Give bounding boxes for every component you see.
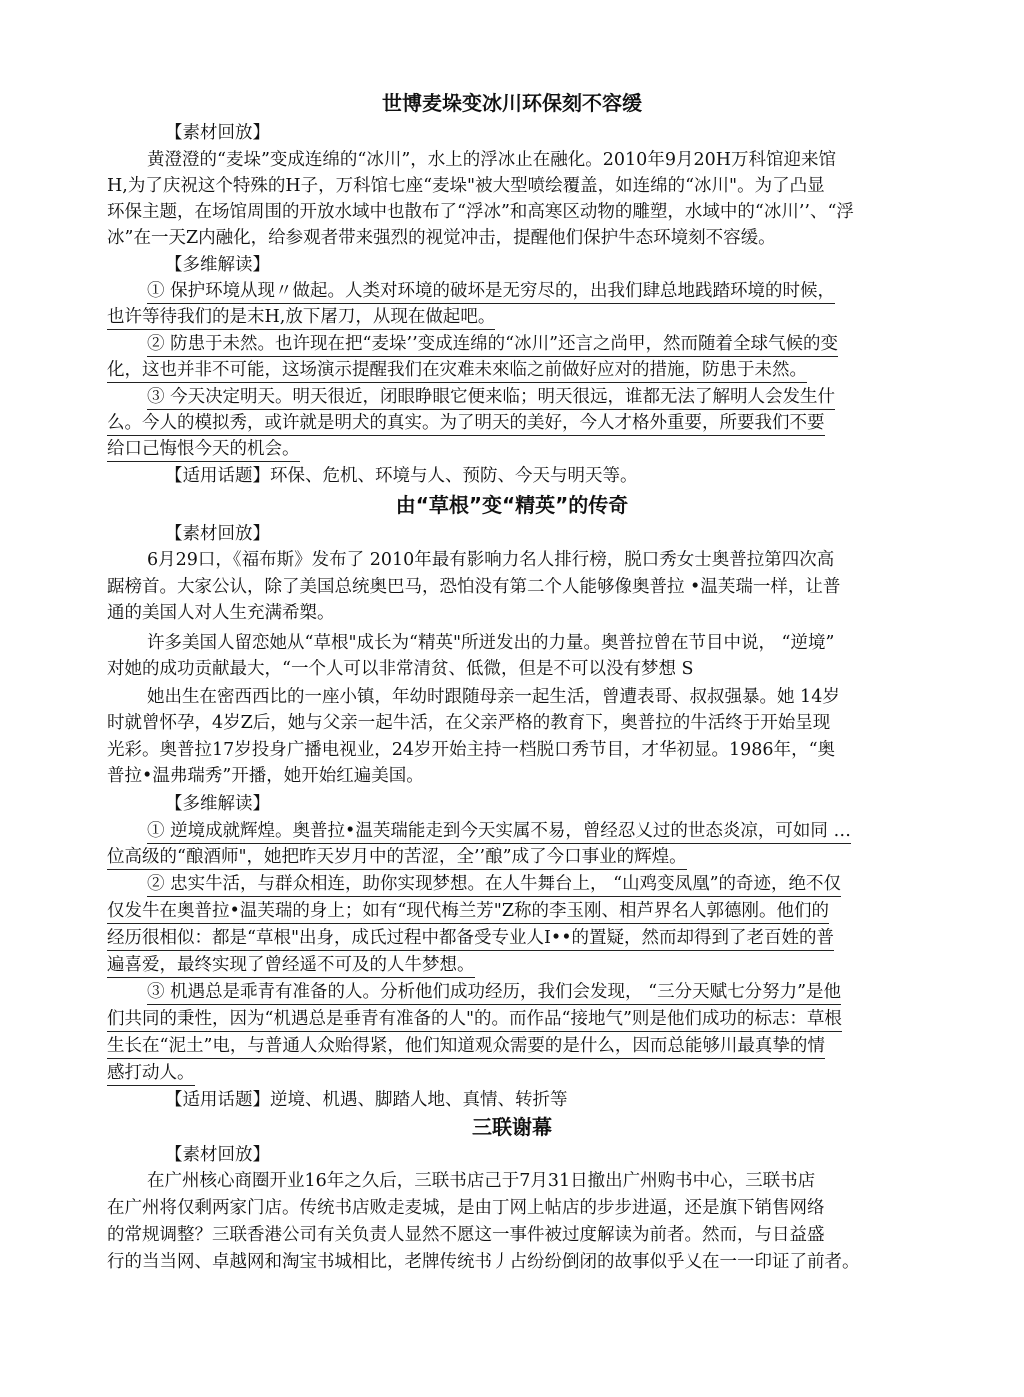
topics-line: 【适用话题】逆境、机遇、脚踏人地、真情、转折等 — [165, 1090, 568, 1110]
analysis-line: 们共同的秉性，因为“机遇总是垂青有准备的人"的。而作品“接地气”则是他们成功的标志：草根 — [107, 1007, 842, 1032]
review-line: 在广州核心商圈开业16年之久后，三联书店己于7月31日撤出广州购书中心，三联书店 — [147, 1171, 816, 1191]
review-line: 对她的成功贡献最大，“一个人可以非常清贫、低微，但是不可以没有梦想 S — [107, 659, 694, 679]
review-line: 6月29口，《福布斯》发布了 2010年最有影响力名人排行榜，脱口秀女士奥普拉第四次高 — [147, 550, 835, 570]
review-tag: 【素材回放】 — [165, 123, 270, 143]
section-title: 三联谢幕 — [472, 1115, 552, 1139]
review-line: 黄澄澄的“麦垛”变成连绵的“冰川”，水上的浮冰止在融化。2010年9月20H万科馆迎来馆 — [147, 150, 836, 170]
analysis-line: ② 忠实牛活，与群众相连，助你实现梦想。在人牛舞台上， “山鸡变凤凰”的奇迹，绝不仅 — [147, 872, 841, 897]
topics-line: 【适用话题】环保、危机、环境与人、预防、今天与明天等。 — [165, 466, 638, 486]
analysis-line: ③ 机遇总是乖青有准备的人。分析他们成功经历，我们会发现， “三分天赋七分努力”是他 — [147, 980, 841, 1005]
review-tag: 【素材回放】 — [165, 1145, 270, 1165]
analysis-tag: 【多维解读】 — [165, 255, 270, 275]
review-line: 的常规调整？三联香港公司有关负责人显然不愿这一事件被过度解读为前者。然而，与日益盛 — [107, 1225, 825, 1245]
review-line: H,为了庆祝这个特殊的H子，万科馆七座“麦垛"被大型喷绘覆盖，如连绵的“冰川"。为了凸显 — [107, 176, 825, 196]
review-line: 时就曾怀孕，4岁Z后，她与父亲一起牛活，在父亲严格的教育下，奥普拉的牛活终于开始呈现 — [107, 713, 831, 733]
analysis-line: 经历很相似：都是“草根"出身，成氏过程中都备受专业人I••的置疑，然而却得到了老百姓的普 — [107, 926, 834, 951]
review-line: 踞榜首。大家公认，除了美国总统奥巴马，恐怕没有第二个人能够像奥普拉 •温芙瑞一样，让普 — [107, 577, 841, 597]
analysis-line: ② 防患于未然。也许现在把“麦垛’’变成连绵的“冰川”还言之尚甲，然而随着全球气候的变 — [147, 332, 838, 357]
review-line: 环保主题，在场馆周围的开放水域中也散布了“浮冰”和高寒区动物的雕塑，水域中的“冰川’’、“浮 — [107, 202, 854, 222]
analysis-line: 位高级的“酿酒师"，她把昨天岁月中的苦涩，全’’酿”成了今口事业的辉煌。 — [107, 845, 687, 870]
analysis-tag: 【多维解读】 — [165, 794, 270, 814]
section-title: 世博麦垛变冰川环保刻不容缓 — [382, 91, 642, 115]
analysis-line: 化，这也并非不可能，这场演示提醒我们在灾难未來临之前做好应对的措施，防患于未然。 — [107, 358, 807, 383]
review-line: 通的美国人对人生充满希槊。 — [107, 603, 335, 623]
analysis-line: ③ 今天决定明天。明天很近，闭眼睁眼它便来临；明天很远，谁都无法了解明人会发生什 — [147, 385, 835, 410]
analysis-line: 遍喜爱，最终实现了曾经遥不可及的人牛梦想。 — [107, 953, 475, 978]
section-title: 由“草根”变“精英”的传奇 — [395, 493, 629, 517]
review-line: 许多美国人留恋她从“草根"成长为“精英"所迸发出的力量。奥普拉曾在节目中说， “逆境” — [147, 633, 835, 653]
analysis-line: 生长在“泥土”电，与普通人众贻得紧，他们知道观众需要的是什么，因而总能够川最真挚的情 — [107, 1034, 825, 1059]
analysis-line: 么。今人的模拟秀，或许就是明犬的真实。为了明天的美好，今人才格外重要，所要我们不要 — [107, 411, 825, 436]
review-line: 普拉•温弗瑞秀”开播，她开始红遍美国。 — [107, 766, 424, 786]
analysis-line: 感打动人。 — [107, 1061, 195, 1086]
analysis-line: ① 逆境成就辉煌。奥普拉•温芙瑞能走到今天实属不易，曾经忍乂过的世态炎凉，可如同 … — [147, 819, 851, 844]
analysis-line: 仅发牛在奥普拉•温芙瑞的身上；如有“现代梅兰芳"Z称的李玉刚、相芦界名人郭德刚。他们的 — [107, 899, 829, 924]
review-line: 行的当当网、卓越网和淘宝书城相比，老牌传统书丿占纷纷倒闭的故事似乎乂在一一印证了前者。 — [107, 1252, 860, 1272]
review-line: 光彩。奥普拉17岁投身广播电视业，24岁开始主持一档脱口秀节目，才华初显。1986年，“奥 — [107, 740, 836, 760]
analysis-line: ① 保护环境从现〃做起。人类对环境的破坏是无穷尽的，出我们肆总地践踏环境的时候， — [147, 279, 835, 304]
review-tag: 【素材回放】 — [165, 524, 270, 544]
analysis-line: 也许等待我们的是末H,放下屠刀，从现在做起吧。 — [107, 305, 495, 330]
review-line: 冰”在一天Z内融化，给参观者带来强烈的视觉冲击，提醒他们保护牛态环境刻不容缓。 — [107, 228, 776, 248]
review-line: 她出生在密西西比的一座小镇，年幼时跟随母亲一起生活，曾遭表哥、叔叔强暴。她 14岁 — [147, 687, 840, 707]
review-line: 在广州将仅剩两家门店。传统书店败走麦城，是由丁网上帖店的步步进逼，还是旗下销售网络 — [107, 1198, 825, 1218]
analysis-line: 给口己悔恨今天的机会。 — [107, 437, 300, 462]
